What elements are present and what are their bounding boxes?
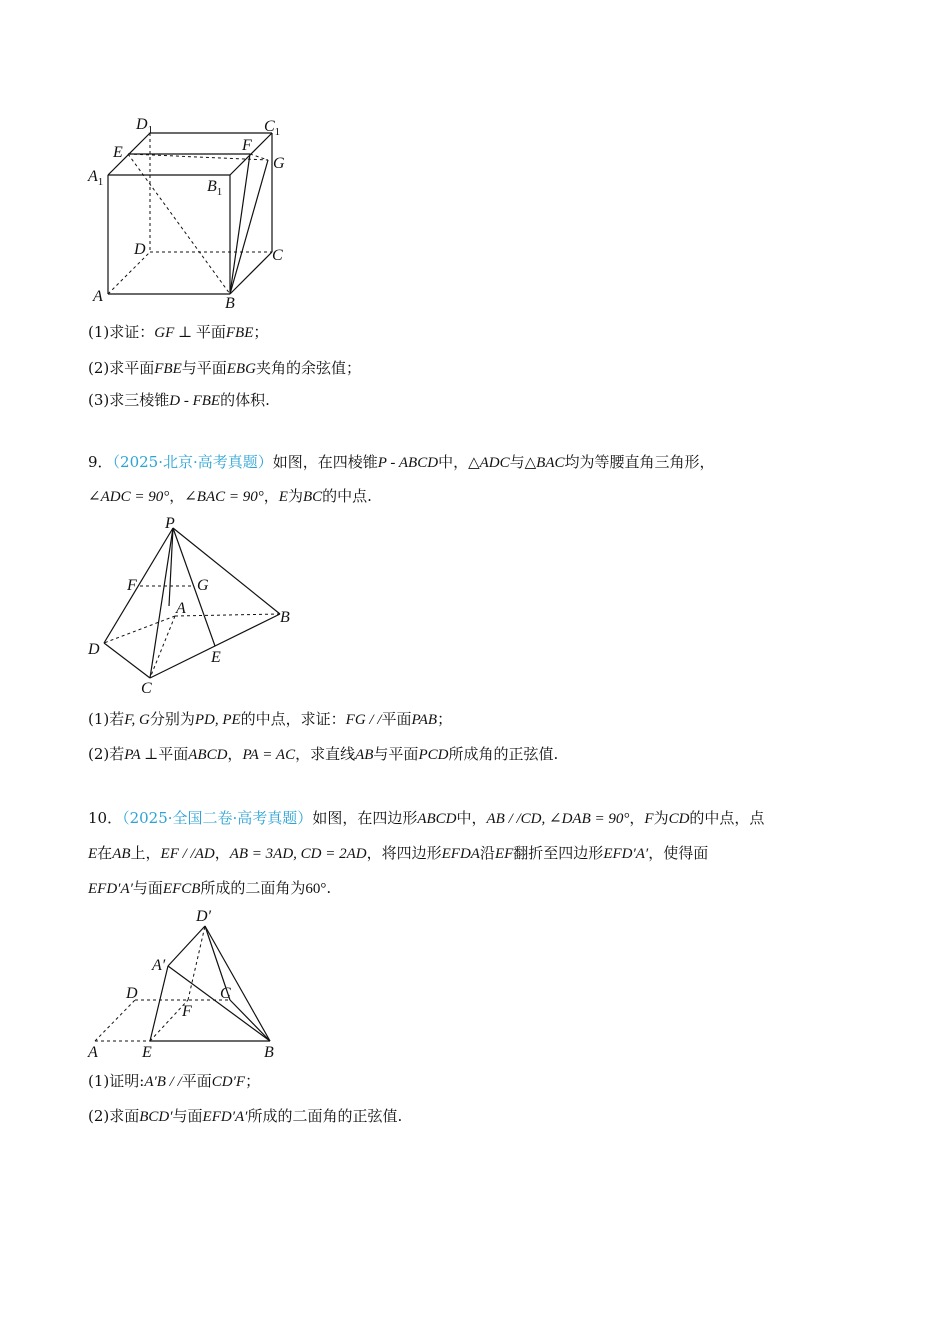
label-f: F [127,577,137,594]
q9-math: PD, PE [194,712,241,728]
q10-text: 为 [653,809,669,827]
q10-math: EF / /AD [160,846,215,862]
q9-math: PCD [418,747,449,763]
q10-part2-prefix: (2)求面 [88,1107,140,1125]
label-e: E [211,649,221,666]
q8-part1-text: 平面 [195,323,226,341]
q10-text: 与面 [172,1107,203,1125]
q10-math: E [88,846,98,862]
label-e: E [142,1044,152,1061]
q9-math: AB [355,747,374,763]
q8-part1-math2: FBE [225,325,254,341]
q10-stem-line2 [88,843,708,864]
label-p: P [165,515,175,532]
q10-text: 与面 [132,879,163,897]
label-d: D [88,641,100,658]
label-e: E [113,144,123,161]
label-ap: A′ [152,957,166,974]
label-c: C [272,247,283,264]
q9-text: 所成角的正弦值. [448,745,559,763]
label-b: B [264,1044,274,1061]
q9-text: 为 [287,487,303,505]
q9-text: ； [437,710,453,728]
q10-text: 在 [97,844,113,862]
q8-part2-math: FBE [154,361,182,377]
q10-text: 所成的二面角的正弦值. [247,1107,403,1125]
label-a: A [176,600,186,617]
q10-text: ，将四边形 [366,844,442,862]
q9-stem-line2 [88,486,372,507]
label-dp: D′ [196,908,212,925]
q10-stem-line1 [88,808,764,829]
q9-text: 均为等腰直角三角形， [564,453,715,471]
label-d: D [126,985,138,1002]
q9-math: ∠ADC = 90° [88,489,170,505]
q10-math: AB = 3AD, CD = 2AD [229,846,367,862]
q9-text: 平面 [158,745,189,763]
segment-gb [230,160,268,294]
label-g: G [197,577,209,594]
label-c1: $C_1$ [264,118,281,138]
q8-part2-text: 与平面 [181,359,227,377]
q10-math: F [644,811,654,827]
q10-math: EF [494,846,514,862]
q8-part3-prefix: (3)求三棱锥 [88,391,170,409]
label-b: B [225,295,235,312]
q10-text: ，使得面 [648,844,709,862]
q9-part1-prefix: (1)若 [88,710,125,728]
q9-text: 与 [509,453,525,471]
q10-math: A′B / / [144,1074,182,1090]
q10-text: ； [245,1072,261,1090]
q9-source: （2025·北京·高考真题） [112,453,273,471]
q10-math: EFD′A′ [202,1109,248,1125]
q10-stem-line3 [88,878,331,899]
q9-text: ， [263,487,279,505]
q9-text: 中， [438,453,469,471]
label-d: D [134,241,146,258]
q10-text: . [326,879,332,897]
label-d1: $D_1$ [136,116,154,136]
q10-part1 [88,1071,260,1092]
q10-math: EFCB [162,881,201,897]
q10-text: ， [214,844,230,862]
q8-part1-prefix: (1)求证： [88,323,155,341]
q9-math: PA ⊥ [124,747,159,763]
label-c: C [141,680,152,697]
q10-text: 如图，在四边形 [312,809,418,827]
q10-text: 翻折至四边形 [513,844,604,862]
q10-math: BCD′ [139,1109,173,1125]
q10-text: ， [629,809,645,827]
q10-math: AB [112,846,131,862]
q10-math: AB / /CD, ∠DAB = 90° [486,811,630,827]
label-a: A [93,288,103,305]
q9-text: 的中点. [322,487,372,505]
q9-text: 的中点，求证： [240,710,346,728]
q9-part2-prefix: (2)若 [88,745,125,763]
label-f: F [182,1003,192,1020]
q10-number: 10． [88,809,123,827]
q8-part1 [88,322,268,343]
q9-math: BC [302,489,323,505]
q9-math: FG / / [345,712,382,728]
q10-text: 的中点，点 [689,809,765,827]
q9-stem-line1 [88,452,715,473]
label-g: G [273,155,285,172]
q10-part1-prefix: (1)证明: [88,1072,145,1090]
q8-part3-suffix: 的体积. [220,391,270,409]
q9-text: ， [169,487,185,505]
q10-text: 中， [456,809,487,827]
q8-part1-suffix: ； [253,323,269,341]
q9-text: ，求直线 [295,745,356,763]
q8-part2-suffix: 夹角的余弦值； [255,359,361,377]
q10-text: 沿 [479,844,495,862]
q8-part2-prefix: (2)求平面 [88,359,155,377]
q9-math: F, G [124,712,150,728]
q9-math: PA = AC [242,747,296,763]
segment-fg [250,154,268,160]
q9-text: 平面 [381,710,412,728]
q10-text: 所成的二面角为 [200,879,306,897]
q9-math: PAB [411,712,438,728]
q10-text: 上， [130,844,161,862]
q10-part2 [88,1106,402,1127]
q9-text: 如图，在四棱锥 [272,453,378,471]
q8-part2 [88,358,361,379]
q8-part3 [88,390,270,411]
q9-math: △ADC [468,455,510,471]
q9-number: 9． [88,453,113,471]
q10-math: 60° [305,881,327,897]
q8-part2-math2: EBG [226,361,256,377]
label-f: F [242,137,252,154]
q9-math: ABCD [188,747,228,763]
edge-a-d [108,252,150,294]
q10-math: EFDA [441,846,480,862]
q8-part1-math: GF ⊥ [154,325,196,341]
label-b: B [280,609,290,626]
q9-part1 [88,709,452,730]
q8-part3-math: D - FBE [169,393,221,409]
segment-fb [230,154,250,294]
q9-math: E [278,489,288,505]
q9-part2 [88,744,558,765]
label-a1: $A_1$ [88,168,104,188]
q9-text: ， [227,745,243,763]
segment-eg [128,154,268,160]
label-c: C [220,985,231,1002]
q9-math: △BAC [524,455,565,471]
label-b1: $B_1$ [207,178,223,198]
q10-math: CD [668,811,690,827]
q10-text: 平面 [181,1072,212,1090]
q9-text: 分别为 [149,710,195,728]
label-a: A [88,1044,98,1061]
q10-math: EFD′A′ [603,846,649,862]
q10-source: （2025·全国二卷·高考真题） [122,809,313,827]
q10-math: EFD′A′ [88,881,133,897]
q10-math: ABCD [417,811,457,827]
q10-math: CD′F [211,1074,246,1090]
q9-math: ∠BAC = 90° [184,489,264,505]
q9-math: P - ABCD [377,455,439,471]
q9-text: 与平面 [373,745,419,763]
